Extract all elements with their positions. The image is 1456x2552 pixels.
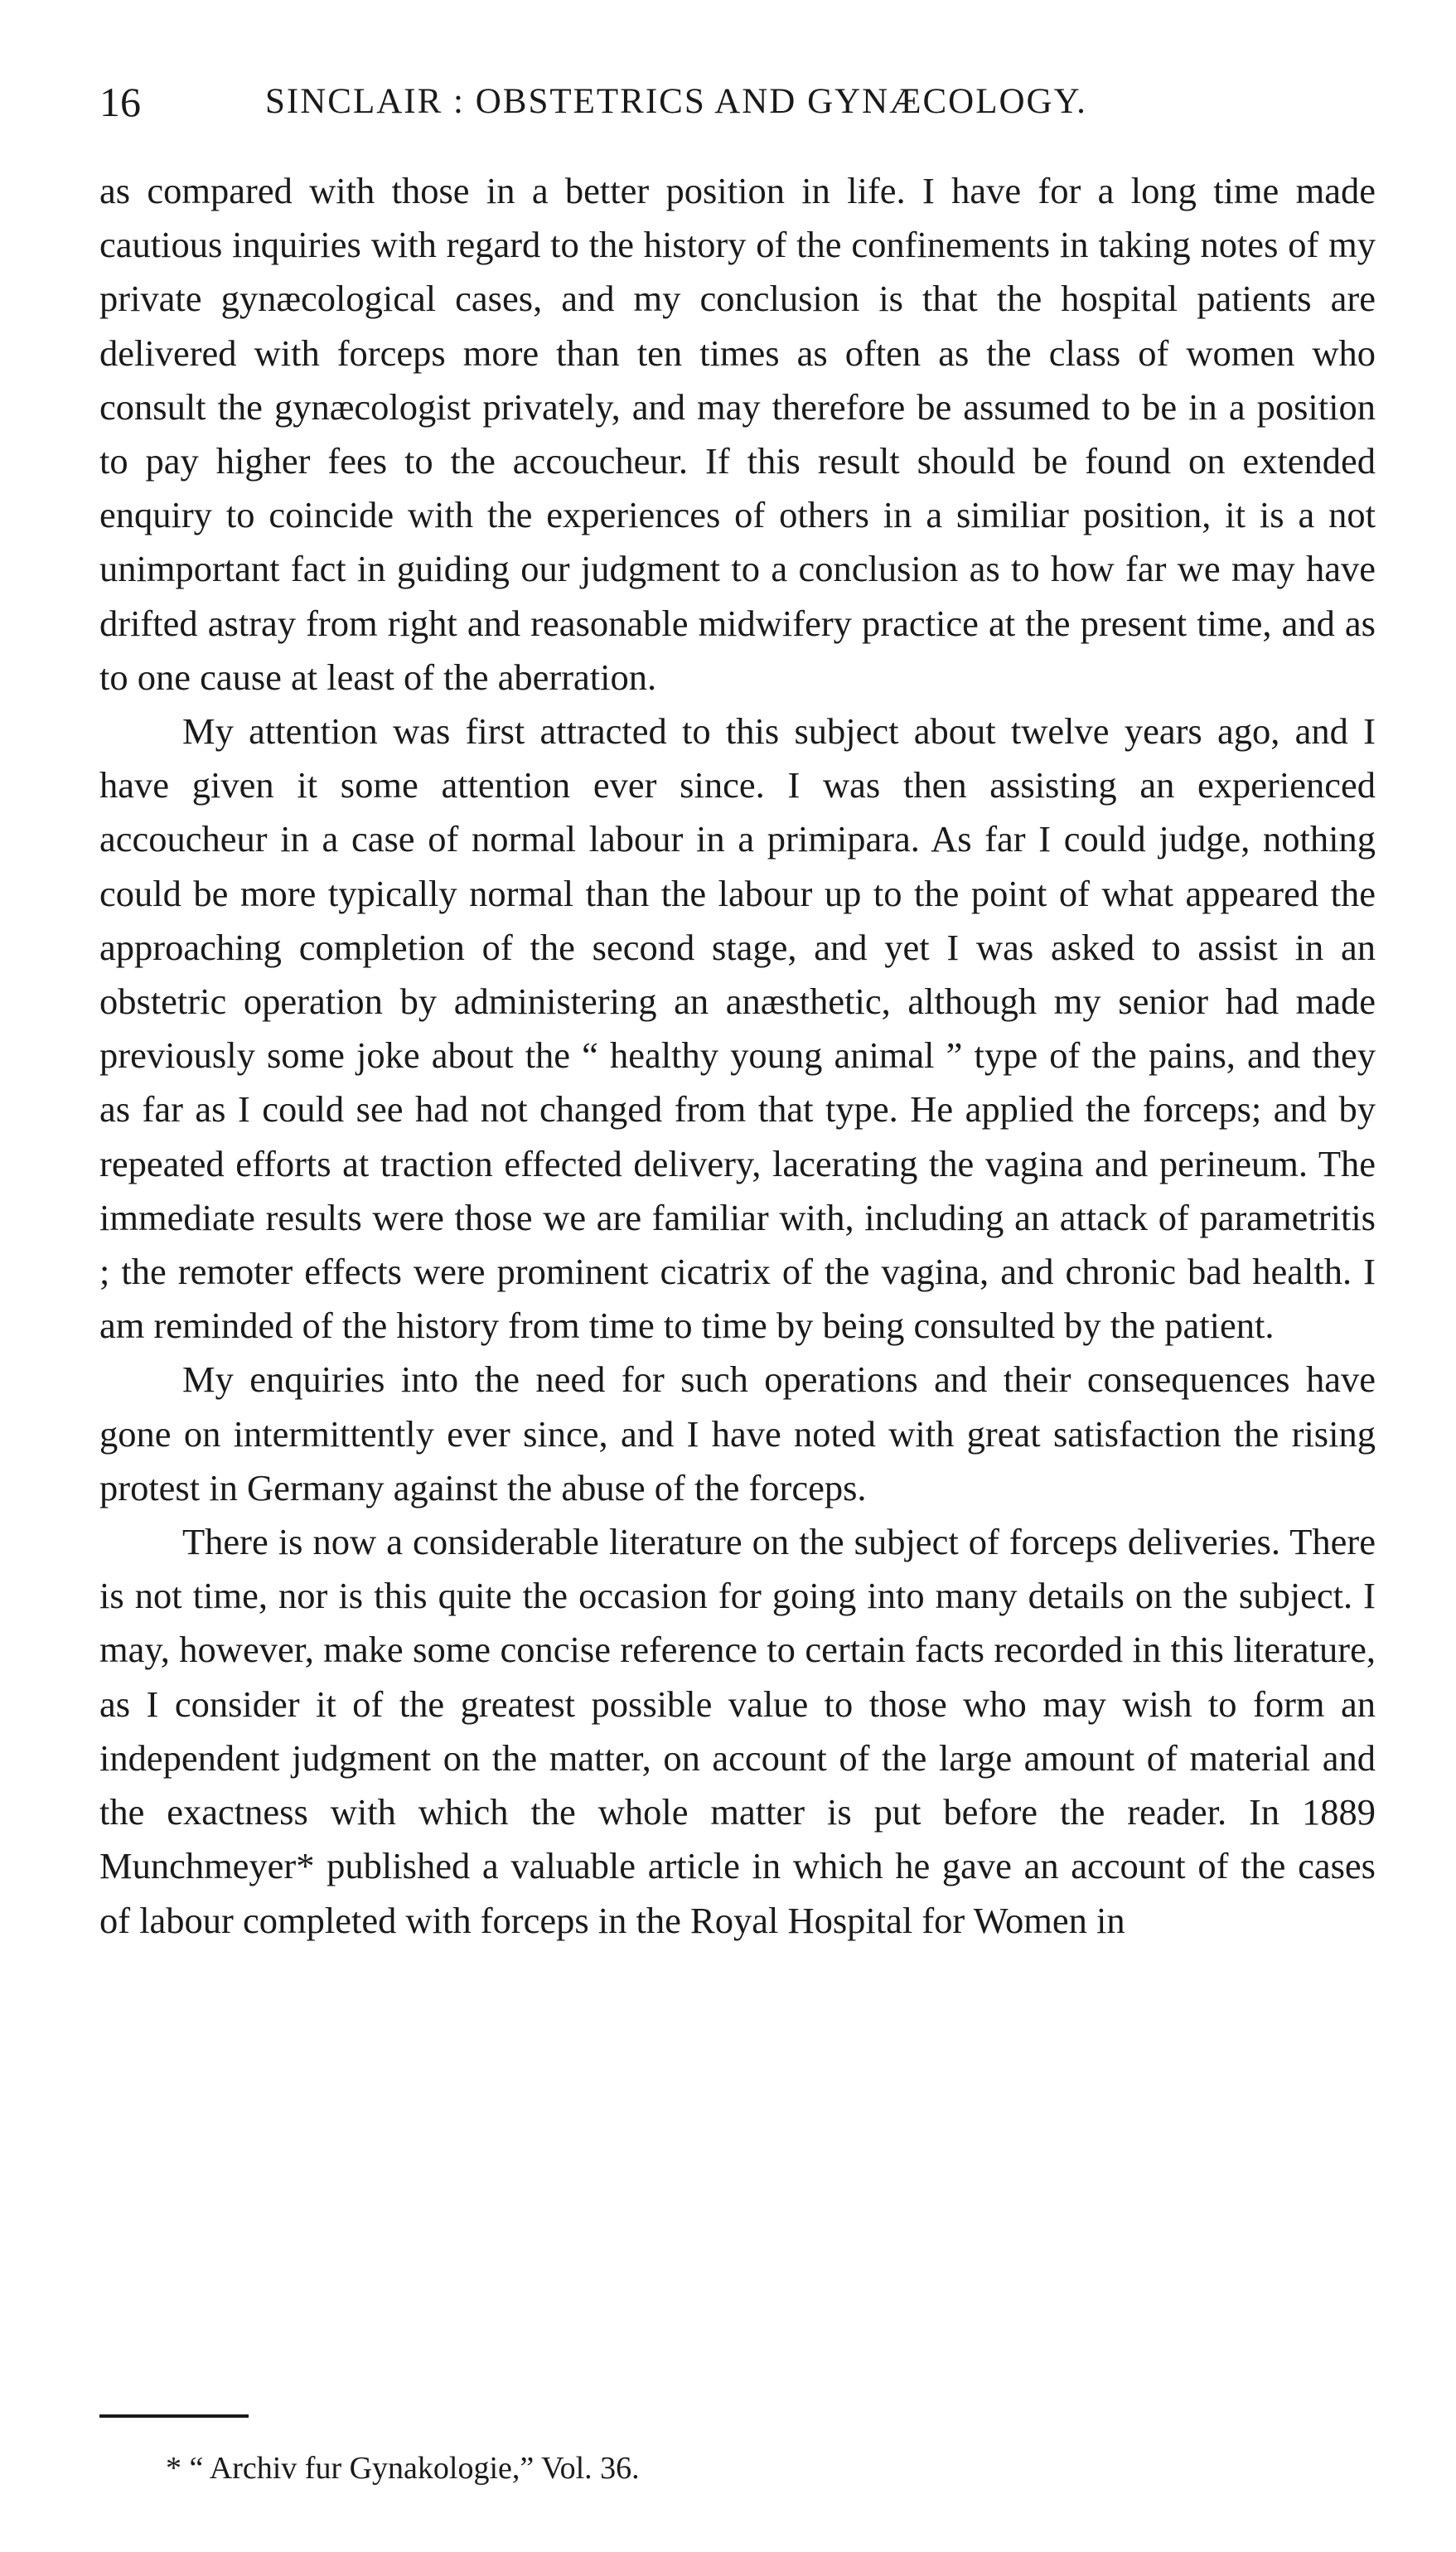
running-title: SINCLAIR : OBSTETRICS AND GYNÆCOLOGY. bbox=[265, 82, 1087, 121]
footnote: * “ Archiv fur Gynakologie,” Vol. 36. bbox=[166, 2451, 640, 2486]
footnote-rule bbox=[99, 2414, 249, 2418]
paragraph-2: My attention was first attracted to this subject about twelve years ago, and I have given it some attention ever since. I was then assisting an experienced accoucheur in a case of normal labour in a primipara. As far I could judge, nothing could be more typically normal than the labour up to the point of what appeared the approaching completion of the second stage, and yet I was asked to assist in an obstetric operation by administering an anæsthetic, although my senior had made previously some joke about the “ healthy young animal ” type of the pains, and they as far as I could see had not changed from that type. He applied the forceps; and by repeated efforts at traction effected delivery, lacerating the vagina and perineum. The immediate results were those we are familiar with, including an attack of parametritis ; the remoter effects were prominent cicatrix of the vagina, and chronic bad health. I am reminded of the history from time to time by being consulted by the patient. bbox=[99, 710, 1376, 1347]
paragraph-3: My enquiries into the need for such operations and their consequences have gone on intermittently ever since, and I have noted with great satisfaction the rising protest in Germany against the abuse of the forceps. bbox=[99, 1358, 1376, 1508]
paragraph-1: as compared with those in a better position in life. I have for a long time made cautious inquiries with regard to the history of the confinements in taking notes of my private gynæcological cases, and my conclusion is that the hospital patients are delivered with forceps more than ten times as often as the class of women who consult the gynæcologist privately, and may therefore be assumed to be in a position to pay higher fees to the accoucheur. If this result should be found on extended enquiry to coincide with the experiences of others in a similiar position, it is a not unimportant fact in guiding our judgment to a conclusion as to how far we may have drifted astray from right and reasonable midwifery practice at the present time, and as to one cause at least of the aberration. bbox=[99, 170, 1376, 698]
body-text bbox=[99, 164, 1376, 1948]
page-number: 16 bbox=[99, 79, 141, 125]
paragraph-4: There is now a considerable literature on the subject of forceps deliveries. There is not time, nor is this quite the occasion for going into many details on the subject. I may, however, make some concise reference to certain facts recorded in this literature, as I consider it of the greatest possible value to those who may wish to form an independent judgment on the matter, on account of the large amount of material and the exactness with which the whole matter is put before the reader. In 1889 Munchmeyer* published a valuable article in which he gave an account of the cases of labour completed with forceps in the Royal Hospital for Women in bbox=[99, 1521, 1376, 1941]
page-header bbox=[99, 73, 1392, 131]
